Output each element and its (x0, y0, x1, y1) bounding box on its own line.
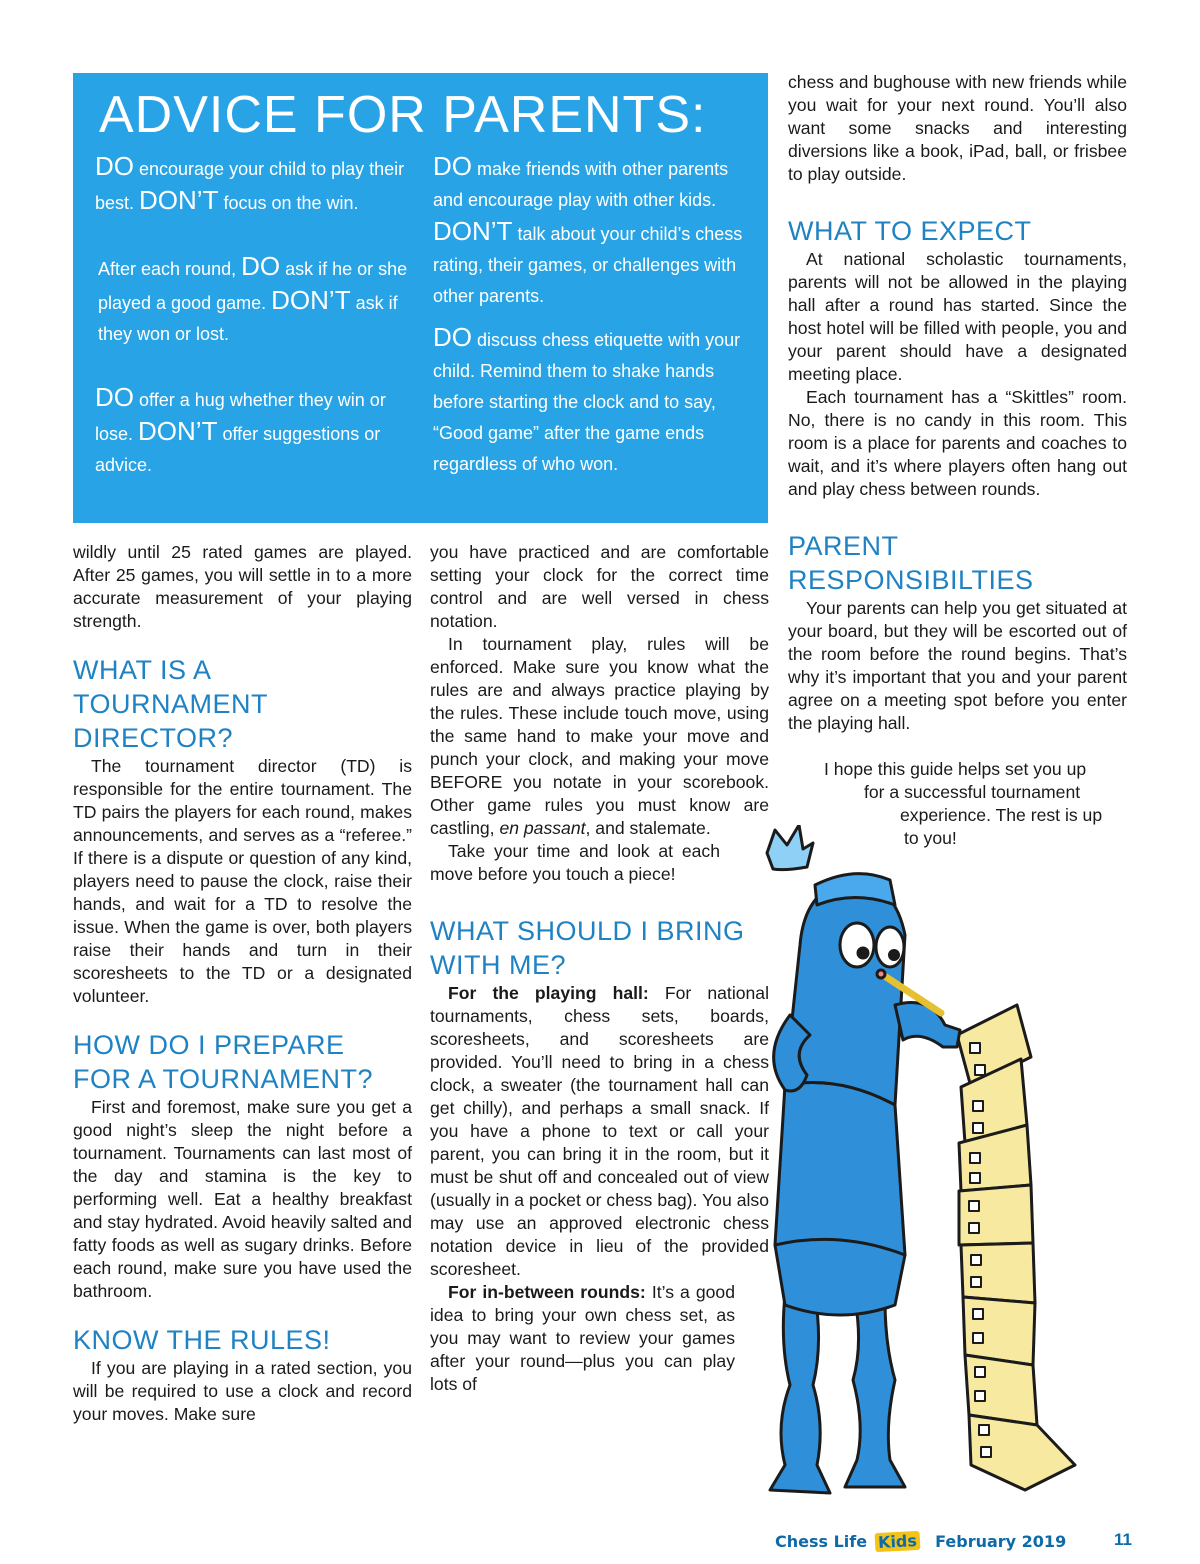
do-keyword: DO (241, 251, 281, 281)
column-2 (430, 541, 769, 1396)
heading-know-rules: KNOW THE RULES! (73, 1325, 331, 1355)
page-number: 11 (1114, 1530, 1132, 1549)
paragraph (430, 1281, 735, 1396)
closing-line: for a successful tournament (864, 782, 1081, 802)
advice-item (433, 322, 753, 480)
paragraph (430, 982, 769, 1281)
advice-text: offer suggestions or advice. (95, 424, 381, 475)
footer-date: February 2019 (935, 1532, 1067, 1551)
advice-column-left (95, 151, 410, 481)
paragraph: First and foremost, make sure you get a good night’s sleep the night before a tournament. Tournaments can last most of the day and stamina is the key to performing well. Eat a healthy breakfast and stay hydrated. Avoid heavily salted and fatty foods as well as sugary drinks. Before each round, make sure you have used the bathroom. (73, 1097, 412, 1301)
heading-what-to-bring: WHAT SHOULD I BRING WITH ME? (430, 916, 745, 980)
paragraph-text: It’s a good idea to bring your own chess set, as you may want to review your games after your round—plus you can play lots of (430, 1282, 735, 1394)
heading-prepare: HOW DO I PREPARE FOR A TOURNAMENT? (73, 1030, 374, 1094)
advice-item (95, 251, 410, 350)
dont-keyword: DON’T (139, 185, 219, 215)
bold-label: For in-between rounds: (448, 1282, 646, 1302)
kids-badge: Kids (874, 1531, 920, 1552)
dont-keyword: DON’T (433, 216, 513, 246)
do-keyword: DO (95, 382, 134, 412)
paragraph: chess and bughouse with new friends while you wait for your next round. You’ll also want some snacks and interesting diversions like a book, iPad, ball, or frisbee to play outside. (788, 72, 1127, 184)
footer-brand: Chess Life (775, 1532, 868, 1551)
advice-text: After each round, (98, 259, 242, 279)
dont-keyword: DON’T (271, 285, 351, 315)
paragraph-text: For national tournaments, chess sets, boards, scoresheets, and scoresheets are provided. You’ll need to bring in a chess clock, a sweater (the tournament hall can get chilly), and perhaps a small snack. If you have a phone to text or call your parent, you can bring it in the room, but it must be shut off and concealed out of view (usually in a pocket or chess bag). You also may use an approved electronic chess notation device in lieu of the provided scoresheet. (430, 983, 769, 1279)
paragraph (430, 633, 769, 840)
advice-text: talk about your child’s chess rating, their games, or challenges with other parents. (433, 224, 743, 306)
chess-piece-body (770, 874, 960, 1493)
paragraph: you have practiced and are comfortable setting your clock for the correct time control and are well versed in chess notation. (430, 542, 769, 631)
do-keyword: DO (95, 151, 134, 181)
advice-text: discuss chess etiquette with your child. Remind them to shake hands before starting the clock and to say, “Good game” after the game ends regardless of who won. (433, 330, 741, 474)
checklist-scroll (957, 1005, 1075, 1490)
closing-line: to you! (904, 828, 957, 848)
paragraph: At national scholastic tournaments, parents will not be allowed in the playing hall after a round has started. Since the host hotel will be filled with people, you and your parent should have a designated meeting place. (788, 249, 1127, 384)
paragraph-text: In tournament play, rules will be enforced. Make sure you know what the rules are and always practice playing by the rules. These include touch move, using the same hand to make your move and punch your clock, and making your move BEFORE you notate in your scorebook. Other game rules you must know are castling, (430, 634, 769, 838)
bold-label: For the playing hall: (448, 983, 649, 1003)
advice-text: ask if he or she played a good game. (98, 259, 408, 313)
eye (840, 923, 874, 967)
paragraph: Take your time and look at each move before you touch a piece! (430, 841, 720, 884)
advice-text: encourage your child to play their best. (95, 159, 405, 213)
heading-tournament-director: WHAT IS A TOURNAMENT DIRECTOR? (73, 655, 268, 753)
advice-item (95, 382, 410, 481)
do-keyword: DO (433, 151, 472, 181)
advice-box (73, 73, 768, 523)
paragraph: If you are playing in a rated section, you will be required to use a clock and record your moves. Make sure (73, 1358, 412, 1424)
heading-what-to-expect: WHAT TO EXPECT (788, 216, 1032, 246)
advice-text: offer a hug whether they win or lose. (95, 390, 386, 444)
paragraph: Each tournament has a “Skittles” room. No, there is no candy in this room. This room is a place for parents and coaches to wait, and it’s where players often hang out and play chess between rounds. (788, 387, 1127, 499)
advice-text: focus on the win. (218, 193, 359, 213)
paragraph-text: , and stalemate. (585, 818, 711, 838)
advice-item (433, 151, 753, 312)
paragraph: wildly until 25 rated games are played. After 25 games, you will settle in to a more accurate measurement of your playing strength. (73, 542, 412, 631)
advice-title: ADVICE FOR PARENTS: (99, 86, 707, 144)
closing-line: I hope this guide helps set you up (824, 759, 1087, 779)
closing-line: experience. The rest is up (900, 805, 1103, 825)
advice-item (95, 151, 410, 219)
footer (775, 1532, 1066, 1551)
advice-column-right (433, 151, 753, 480)
column-1 (73, 541, 412, 1426)
italic-term: en passant (499, 818, 586, 838)
dont-keyword: DON’T (138, 416, 218, 446)
paragraph: The tournament director (TD) is responsible for the entire tournament. The TD pairs the players for each round, makes announcements, and serves as a “referee.” If there is a dispute or question of any kind, players need to pause the clock, raise their hands, and wait for a TD to resolve the issue. When the game is over, both players raise their hands and turn in their scoresheets to the TD or a designated volunteer. (73, 756, 412, 1006)
advice-text: make friends with other parents and encourage play with other kids. (433, 159, 729, 210)
crown-icon (767, 825, 813, 870)
paragraph: Your parents can help you get situated at your board, but they will be escorted out of the room before the round begins. That’s why it’s important that you and your parent agree on a meeting spot before you enter the playing hall. (788, 598, 1127, 733)
advice-text: ask if they won or lost. (98, 293, 398, 344)
heading-parent-responsibilities: PARENT RESPONSIBILTIES (788, 531, 1034, 595)
chess-piece-illustration (745, 825, 1125, 1515)
eye (876, 927, 904, 967)
column-3 (788, 71, 1127, 850)
do-keyword: DO (433, 322, 472, 352)
